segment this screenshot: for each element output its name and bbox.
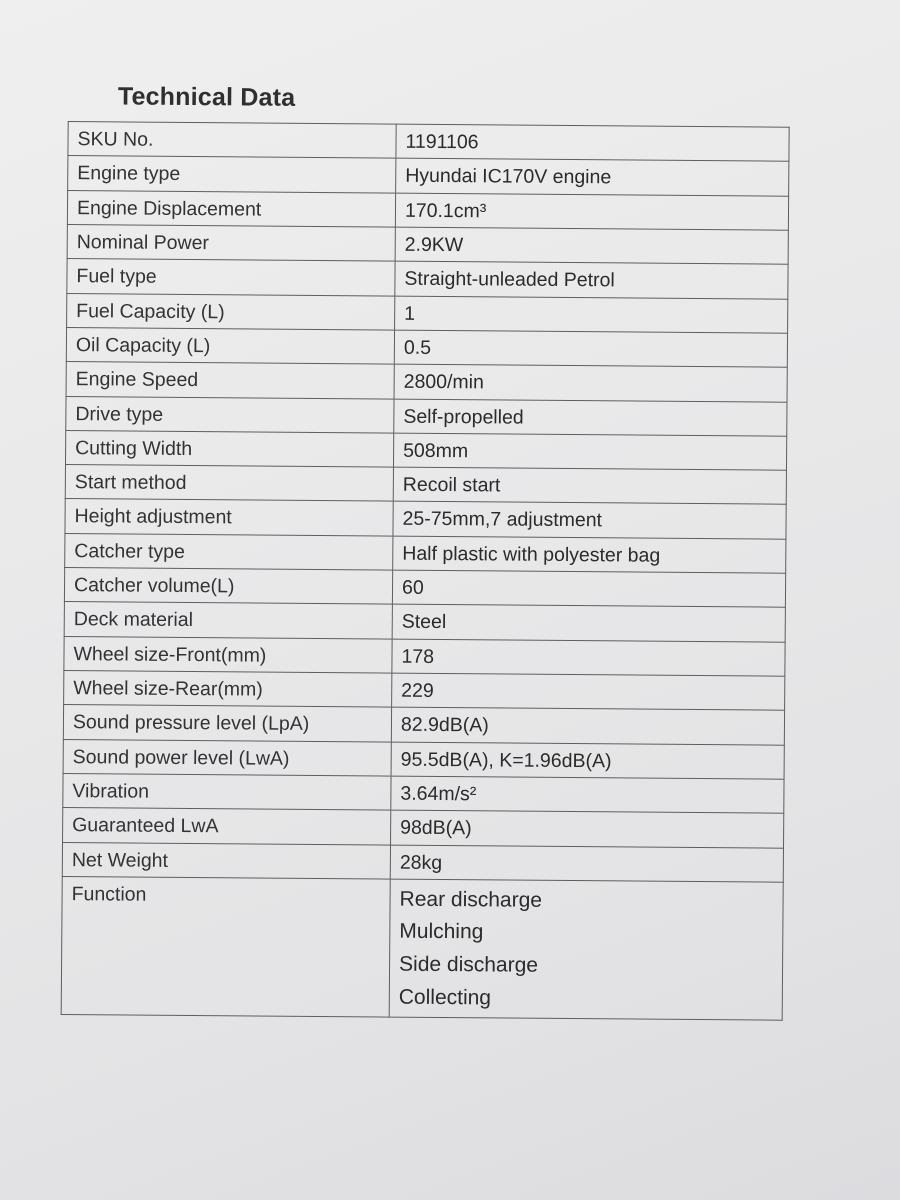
function-values: [389, 879, 783, 1020]
technical-data-table: [61, 121, 790, 1021]
spec-row: [67, 259, 788, 299]
spec-value: 1: [395, 296, 788, 333]
spec-label: Fuel Capacity (L): [67, 293, 395, 330]
spec-row: [62, 842, 783, 882]
spec-row: [66, 327, 787, 367]
spec-label: Sound power level (LwA): [63, 739, 391, 776]
spec-row: [64, 602, 785, 642]
spec-label: Nominal Power: [67, 224, 395, 261]
spec-value: 60: [392, 570, 785, 607]
function-value-mulching: Mulching: [399, 920, 484, 944]
function-value-side-discharge: Side discharge: [398, 952, 539, 977]
document-title: Technical Data: [117, 82, 296, 112]
spec-value: 1191106: [396, 124, 789, 161]
spec-label: Oil Capacity (L): [66, 327, 394, 364]
spec-value: 2.9KW: [395, 227, 788, 264]
spec-value: 508mm: [393, 433, 786, 470]
spec-row: [68, 156, 789, 196]
spec-value: Recoil start: [393, 467, 786, 504]
spec-row: [65, 430, 786, 470]
spec-value: 25-75mm,7 adjustment: [393, 502, 786, 539]
spec-row: [63, 739, 784, 779]
spec-label: SKU No.: [68, 122, 396, 159]
spec-value: 28kg: [390, 845, 783, 882]
spec-row: [63, 705, 784, 745]
spec-label: Drive type: [66, 396, 394, 433]
spec-label: Catcher volume(L): [64, 568, 392, 605]
spec-value: Hyundai IC170V engine: [396, 158, 789, 195]
spec-value: 2800/min: [394, 364, 787, 401]
spec-value: Steel: [392, 604, 785, 641]
spec-value: 82.9dB(A): [391, 707, 784, 744]
spec-label: Deck material: [64, 602, 392, 639]
spec-label: Sound pressure level (LpA): [63, 705, 391, 742]
spec-label: Start method: [65, 465, 393, 502]
spec-row: [64, 671, 785, 711]
spec-label: Engine Displacement: [67, 190, 395, 227]
spec-row: [67, 224, 788, 264]
spec-row: [66, 396, 787, 436]
spec-value: Half plastic with polyester bag: [393, 536, 786, 573]
spec-label: Engine Speed: [66, 362, 394, 399]
technical-data-sheet: [55, 82, 792, 1021]
function-label: Function: [61, 876, 390, 1017]
spec-row: [64, 636, 785, 676]
spec-row: [65, 465, 786, 505]
spec-row: [63, 808, 784, 848]
function-value-rear-discharge: Rear discharge: [399, 887, 543, 912]
spec-value: 98dB(A): [391, 810, 784, 847]
spec-value: 0.5: [394, 330, 787, 367]
spec-label: Height adjustment: [65, 499, 393, 536]
spec-label: Catcher type: [65, 533, 393, 570]
spec-value: Straight-unleaded Petrol: [395, 261, 788, 298]
function-row: [61, 876, 783, 1020]
spec-label: Wheel size-Rear(mm): [64, 671, 392, 708]
spec-label: Net Weight: [62, 842, 390, 879]
spec-label: Guaranteed LwA: [63, 808, 391, 845]
spec-row: [65, 499, 786, 539]
spec-value: 95.5dB(A), K=1.96dB(A): [391, 742, 784, 779]
spec-label: Vibration: [63, 773, 391, 810]
spec-row: [67, 190, 788, 230]
spec-label: Engine type: [68, 156, 396, 193]
spec-row: [66, 362, 787, 402]
function-value-collecting: Collecting: [398, 985, 492, 1009]
spec-value: 170.1cm³: [395, 193, 788, 230]
spec-value: 229: [392, 673, 785, 710]
spec-value: 3.64m/s²: [391, 776, 784, 813]
spec-row: [64, 568, 785, 608]
spec-value: Self-propelled: [394, 399, 787, 436]
technical-data-table-body: [61, 122, 789, 1021]
spec-row: [67, 293, 788, 333]
spec-row: [65, 533, 786, 573]
spec-value: 178: [392, 639, 785, 676]
spec-row: [68, 122, 789, 162]
spec-row: [63, 773, 784, 813]
spec-label: Wheel size-Front(mm): [64, 636, 392, 673]
spec-label: Fuel type: [67, 259, 395, 296]
spec-label: Cutting Width: [65, 430, 393, 467]
